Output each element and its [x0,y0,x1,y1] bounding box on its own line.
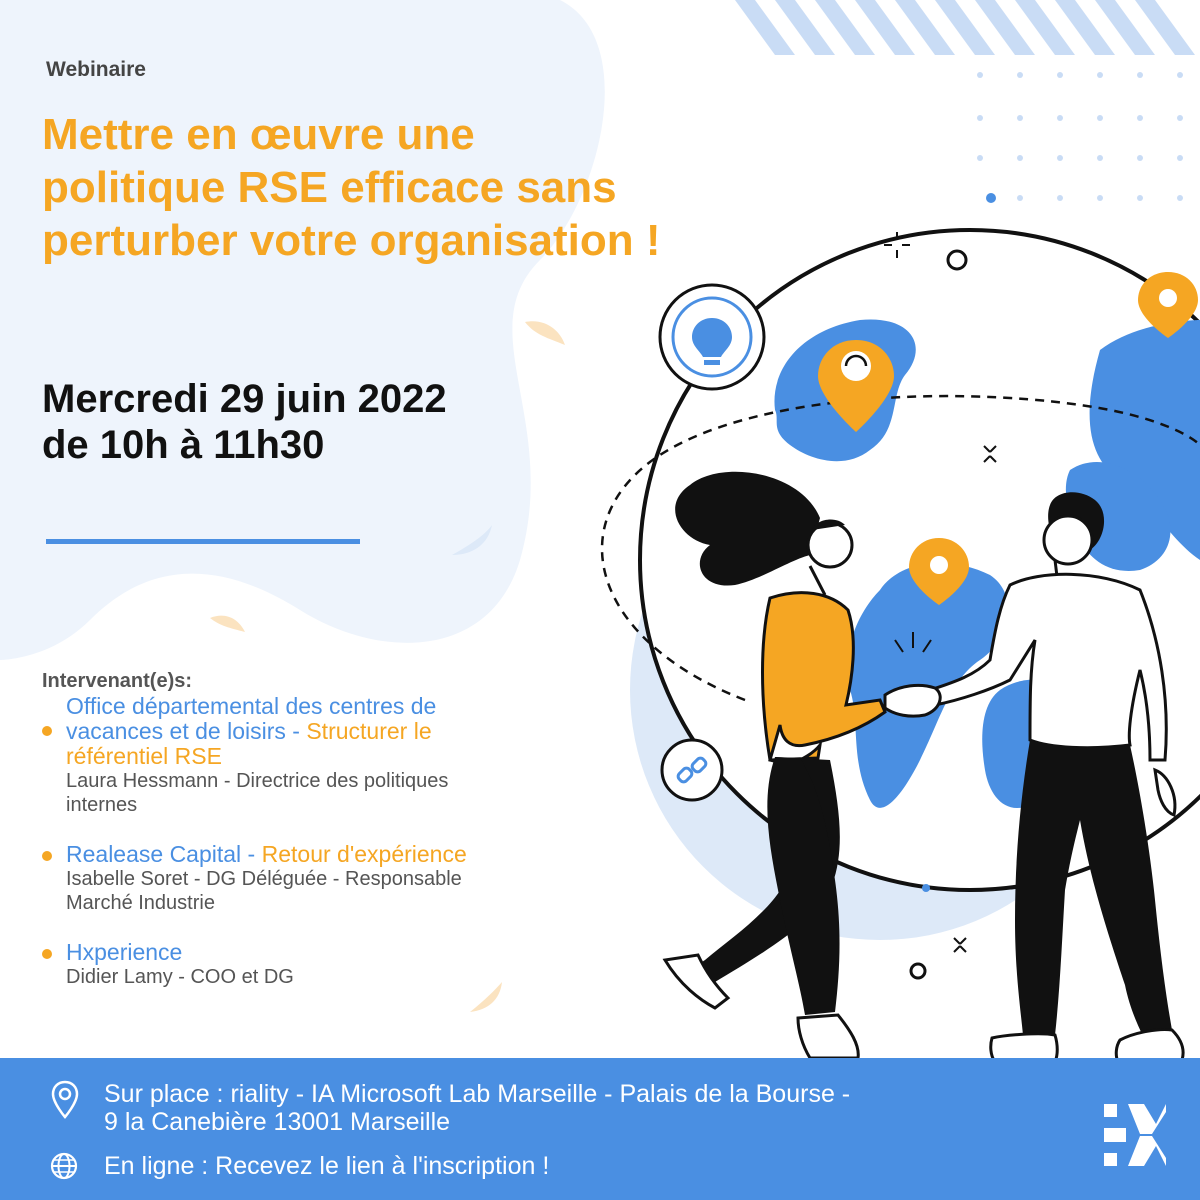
title-line: perturber votre organisation ! [42,216,661,265]
speaker-item [42,940,562,989]
onsite-location [104,1080,850,1136]
handshake-icon [885,685,940,716]
onsite-line: Sur place : riality - IA Microsoft Lab Marseille - Palais de la Bourse - [104,1080,851,1108]
dot-grid [977,72,1183,201]
speaker-person-line: Didier Lamy - COO et DG [66,966,294,988]
confetti [525,321,565,345]
speaker-topic: référentiel RSE [66,743,222,769]
divider [46,539,360,544]
hx-logo [1104,1104,1166,1166]
speaker-person-line: Isabelle Soret - DG Déléguée - Responsable [66,868,462,890]
speaker-org: Hxperience [66,939,183,965]
globe-icon [49,1151,79,1181]
speaker-person-line: Laura Hessmann - Directrice des politiques [66,770,449,792]
footer-bar [0,1058,1200,1200]
bullet [42,726,52,736]
speaker-item [42,842,562,915]
speaker-org [66,842,562,867]
event-date: Mercredi 29 juin 2022 [42,377,447,421]
speaker-person [66,769,562,817]
speaker-org-line [66,719,562,744]
confetti [210,616,245,632]
speakers-heading: Intervenant(e)s: [42,670,193,692]
speaker-topic: Retour d'expérience [261,841,467,867]
separator: - [285,718,307,744]
dot-decoration [986,193,996,203]
speaker-org [66,694,562,769]
lightbulb-icon [660,285,764,389]
link-icon [662,740,722,800]
bullet [42,949,52,959]
ring-decoration [911,964,925,978]
background-blob [0,0,605,660]
speaker-org-name: Realease Capital [66,841,242,867]
separator: - [241,841,262,867]
map-pin-icon [50,1080,80,1120]
speaker-person-line: internes [66,794,138,816]
title-line: Mettre en œuvre une [42,110,475,159]
speaker-person [66,867,562,915]
speaker-person-line: Marché Industrie [66,892,215,914]
webinar-kicker: Webinaire [46,58,146,81]
speaker-org-line: Office départemental des centres de [66,693,437,719]
event-time: de 10h à 11h30 [42,423,325,467]
speaker-topic: Structurer le [306,718,432,744]
bullet [42,851,52,861]
speaker-person [66,965,562,989]
dot-decoration [922,884,930,892]
page-title [42,108,862,267]
speaker-org-name: vacances et de loisirs [66,718,286,744]
online-access: En ligne : Recevez le lien à l'inscription ! [104,1152,550,1180]
title-line: politique RSE efficace sans [42,163,617,212]
event-schedule [42,376,447,468]
diagonal-stripes [735,0,1195,55]
speaker-item [42,694,562,817]
onsite-line: 9 la Canebière 13001 Marseille [104,1108,451,1136]
